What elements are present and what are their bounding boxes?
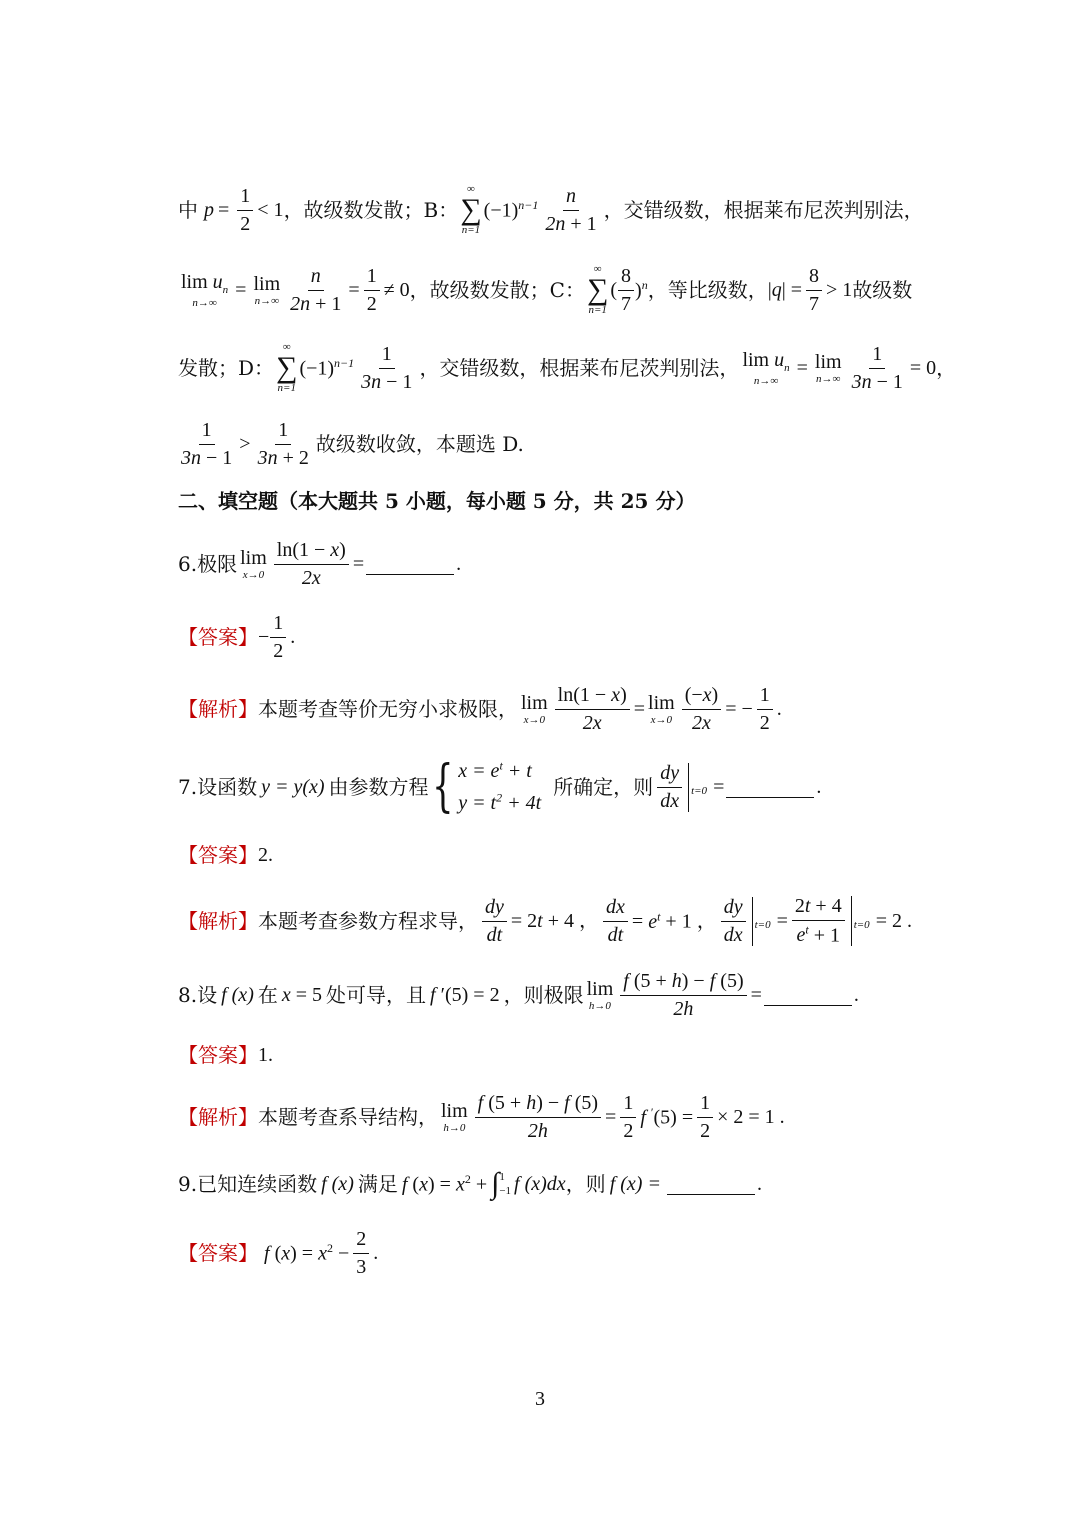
sum-symbol: ∞ ∑ n=1 [460, 183, 482, 236]
fraction: $\frac{dy}{dx}$ [721, 897, 746, 946]
analysis-text: 本题考查等价无穷小求极限， [258, 697, 518, 721]
analysis-7: 【解析】 本题考查参数方程求导， $\frac{dy}{dt}$ = 2t + 4 ， $\frac{dx}{dt}$ = $e^t + 1$ ， $\frac{dy}{dx}$ t=0 = $\frac{2t + 4}{e^t + 1}$ t=0 = 2 . [178, 894, 912, 947]
fraction: $\frac{(-x)}{2x}$ [682, 685, 722, 734]
fraction: $\frac{f (5 + h) - f (5)}{2h}$ [620, 971, 746, 1020]
limit: $\lim u_n$ n→∞ [742, 348, 790, 387]
question-8: 8.设 f (x) 在 x = 5 处可导，且 f ′(5) = 2 ，则极限 lim h→0 $\frac{f (5 + h) - f (5)}{2h}$ = . [178, 969, 859, 1020]
analysis-text: 本题考查参数方程求导， [258, 909, 478, 933]
text: 中 [178, 198, 198, 222]
answer-tag: 【答案】 [178, 1043, 258, 1067]
question-6: 6.极限 lim x→0 $\frac{\ln(1 - x)}{2x}$ = . [178, 538, 462, 589]
text: ，交错级数，根据莱布尼茨判别法， [603, 198, 924, 222]
solution-line-1: 中 p = $\frac{1}{2}$ < 1 ，故级数发散；B： ∞ ∑ n=1 $(-1)^{n-1}$ $\frac{n}{2n + 1}$ ，交错级数，根据莱布尼茨判别法， [178, 183, 924, 236]
fraction: $\frac{2}{3}$ [353, 1229, 369, 1278]
limit: lim x→0 [648, 691, 675, 726]
derivative-eval [653, 763, 689, 812]
text: 处可导，且 [326, 983, 427, 1007]
text: 在 [257, 983, 278, 1007]
fraction: $\frac{1}{2}$ [364, 266, 380, 315]
fraction: $\frac{8}{7}$ [618, 266, 634, 315]
analysis-tag: 【解析】 [178, 1105, 258, 1129]
text: ，故级数发散；C： [409, 278, 585, 302]
fraction: $\frac{1}{2}$ [697, 1093, 713, 1142]
text: ，则 [565, 1172, 606, 1196]
limit: $\lim u_n$ n→∞ [181, 270, 229, 309]
text: ，故级数发散；B： [283, 198, 459, 222]
fraction: $\frac{dy}{dx}$ [657, 763, 682, 812]
limit: lim n→∞ [253, 272, 281, 307]
text: ， [936, 356, 957, 380]
answer-value: 1. [258, 1044, 273, 1066]
derivative-eval [717, 897, 753, 946]
answer-blank [726, 777, 814, 798]
answer-blank [366, 554, 454, 575]
limit: lim x→0 [240, 546, 267, 581]
question-7: 7.设函数 y = y(x) 由参数方程 { $x = e^t + t$ $y = t^2 + 4t$ 所确定，则 $\frac{dy}{dx}$ t=0 = . [178, 754, 822, 819]
limit: lim x→0 [521, 691, 548, 726]
fraction: $\frac{1}{3n - 1}$ [181, 418, 233, 469]
answer-tag: 【答案】 [178, 625, 258, 649]
question-stem: 6.极限 [178, 552, 238, 576]
fraction: $\frac{1}{3n - 1}$ [361, 342, 413, 393]
text: ，则极限 [503, 983, 584, 1007]
text: 由参数方程 [328, 775, 429, 799]
analysis-tag: 【解析】 [178, 697, 258, 721]
answer-tag: 【答案】 [178, 1241, 258, 1265]
fraction: $\frac{n}{2n + 1}$ [545, 184, 597, 235]
question-stem: 9.已知连续函数 [178, 1172, 318, 1196]
derivative-eval [788, 896, 852, 947]
question-9: 9.已知连续函数 f (x) 满足 f $(x) = x^2$ + ∫ 1 −1 f (x)dx ，则 f (x) = . [178, 1167, 762, 1200]
analysis-8: 【解析】 本题考查系导结构， lim h→0 $\frac{f (5 + h) - f (5)}{2h}$ = $\frac{1}{2}$ f ′(5) = $\frac{1}{2}$ × 2 = 1 . [178, 1091, 785, 1142]
fraction: $\frac{1}{2}$ [237, 186, 253, 235]
parametric-equations: $x = e^t + t$ $y = t^2 + 4t$ [458, 758, 542, 814]
text: 故级数 [852, 278, 913, 302]
answer-blank [667, 1174, 755, 1195]
sum-symbol: ∞ ∑ n=1 [586, 263, 609, 316]
sum-symbol: ∞ ∑ n=1 [276, 341, 298, 394]
analysis-6: 【解析】 本题考查等价无穷小求极限， lim x→0 $\frac{\ln(1 - x)}{2x}$ = lim x→0 $\frac{(-x)}{2x}$ = − $\frac{1}{2}$ . [178, 683, 782, 734]
text: 满足 [357, 1172, 398, 1196]
answer-7 [178, 840, 950, 870]
page-number: 3 [535, 1388, 545, 1410]
fraction: $\frac{1}{2}$ [757, 685, 773, 734]
solution-line-3: 发散；D： ∞ ∑ n=1 $(-1)^{n-1}$ $\frac{1}{3n - 1}$ ，交错级数，根据莱布尼茨判别法， $\lim u_n$ n→∞ = lim n→∞ $\frac{1}{3n - 1}$ = 0 ， [178, 341, 957, 394]
text: 所确定，则 [553, 775, 654, 799]
text: ，交错级数，根据莱布尼茨判别法， [419, 356, 740, 380]
answer-value: 2. [258, 844, 273, 866]
limit: lim n→∞ [814, 350, 842, 385]
fraction: $\frac{n}{2n + 1}$ [290, 264, 342, 315]
text: ，等比级数， [647, 278, 768, 302]
limit: lim h→0 [441, 1099, 468, 1134]
fraction: $\frac{\ln(1 - x)}{2x}$ [555, 685, 630, 734]
solution-line-2: $\lim u_n$ n→∞ = lim n→∞ $\frac{n}{2n + 1}$ = $\frac{1}{2}$ ≠ 0 ，故级数发散；C： ∞ ∑ n=1 ( $\frac{8}{7}$ )$^n$ ，等比级数， |q| = $\frac{8}{7}$ > 1 故级数 [181, 263, 913, 316]
solution-line-4: $\frac{1}{3n - 1}$ > $\frac{1}{3n + 2}$ 故级数收敛，本题选 D. [178, 414, 950, 474]
fraction: $\frac{8}{7}$ [806, 266, 822, 315]
text: 发散；D： [178, 356, 275, 380]
fraction: $\frac{2t + 4}{e^t + 1}$ [792, 896, 845, 947]
answer-tag: 【答案】 [178, 843, 258, 867]
question-stem: 7.设函数 [178, 775, 258, 799]
fraction: $\frac{1}{2}$ [270, 613, 286, 662]
answer-6: 【答案】 − $\frac{1}{2}$ . [178, 611, 296, 662]
question-stem: 8.设 [178, 983, 218, 1007]
fraction: $\frac{1}{2}$ [620, 1093, 636, 1142]
fraction: $\frac{1}{3n + 2}$ [257, 418, 309, 469]
fraction: $\frac{dx}{dt}$ [603, 897, 628, 946]
text: 故级数收敛，本题选 D. [315, 432, 524, 456]
limit: lim h→0 [586, 977, 614, 1012]
math-p: p [204, 199, 214, 221]
integral-symbol: ∫ [491, 1167, 500, 1200]
fraction: $\frac{dy}{dt}$ [482, 897, 507, 946]
answer-blank [764, 985, 852, 1006]
fraction: $\frac{f (5 + h) - f (5)}{2h}$ [475, 1093, 601, 1142]
answer-8 [178, 1040, 950, 1070]
fraction: $\frac{\ln(1 - x)}{2x}$ [274, 540, 349, 589]
answer-9: 【答案】 f $(x) = x^2$ − $\frac{2}{3}$ . [178, 1227, 379, 1278]
fraction: $\frac{1}{3n - 1}$ [851, 342, 903, 393]
section-heading: 二、填空题（本大题共 5 小题，每小题 5 分，共 25 分） [178, 489, 696, 513]
analysis-text: 本题考查系导结构， [258, 1105, 438, 1129]
analysis-tag: 【解析】 [178, 909, 258, 933]
brace: { [431, 754, 454, 819]
